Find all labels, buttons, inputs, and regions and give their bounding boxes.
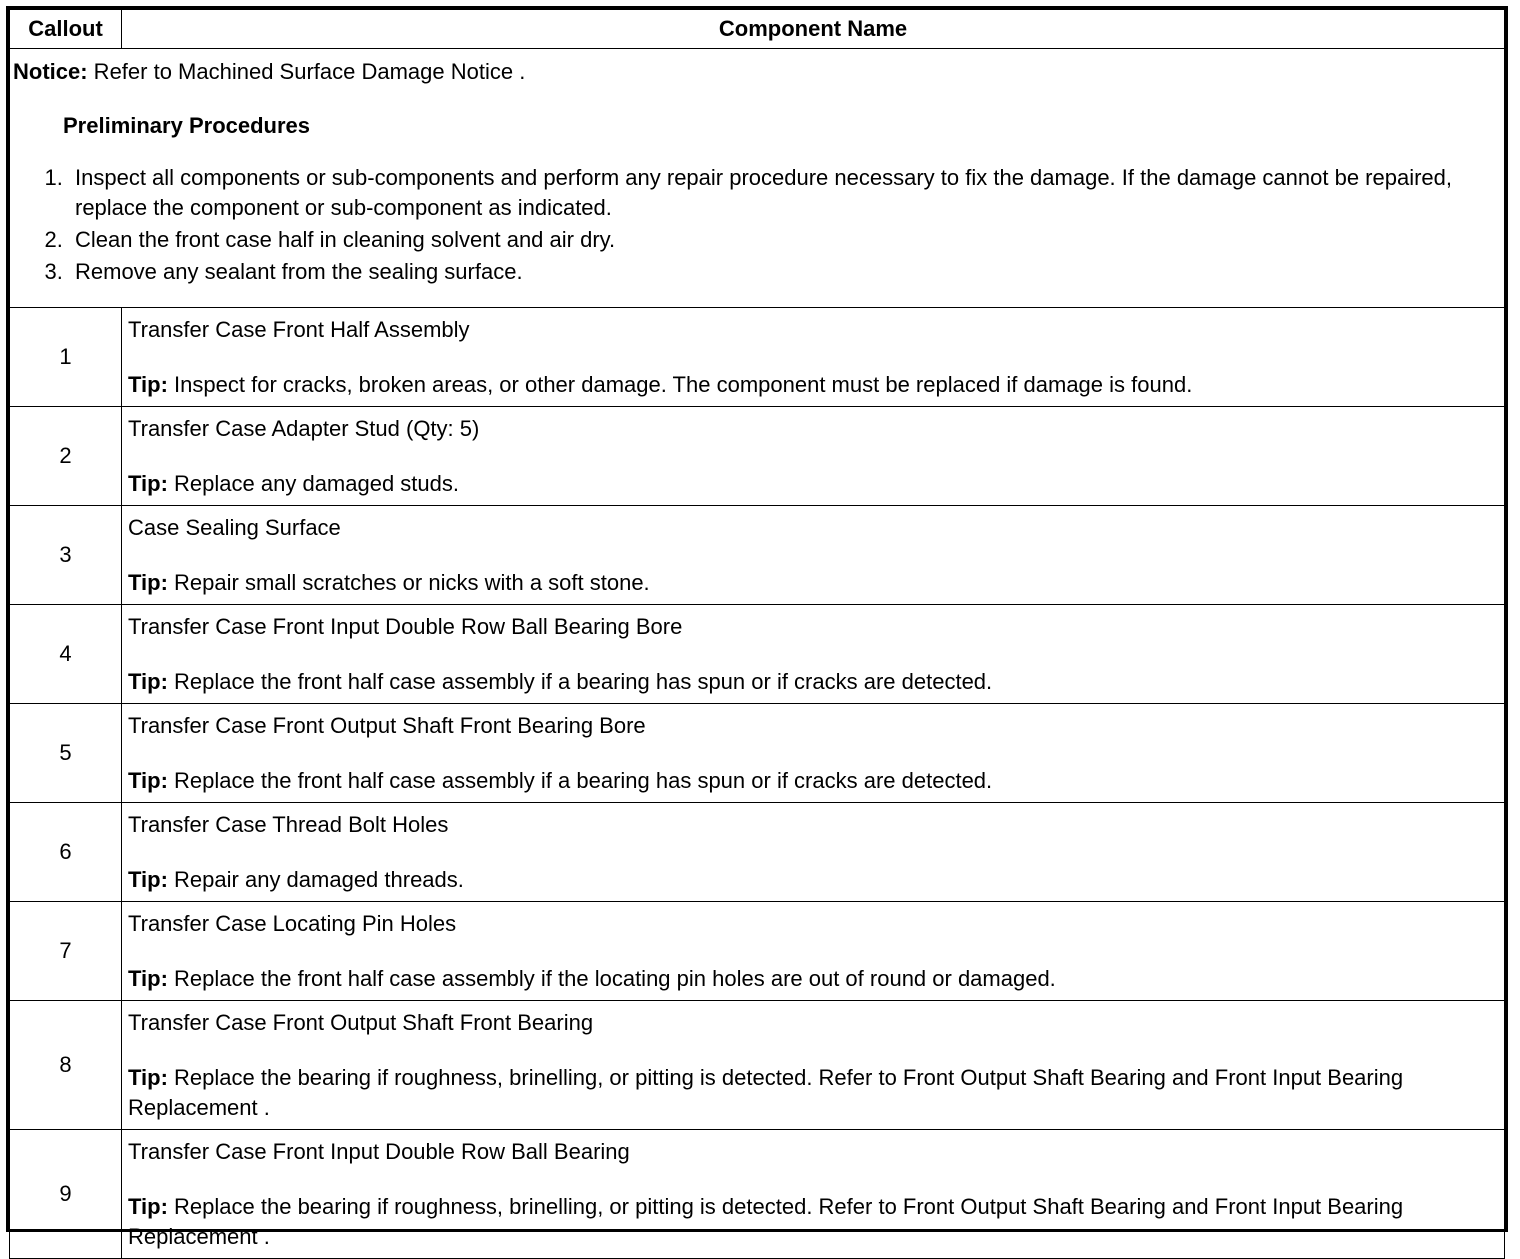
callout-number: 5: [10, 704, 122, 803]
tip-label: Tip:: [128, 471, 168, 496]
component-tip: [128, 766, 1498, 796]
preliminary-step: 2. Clean the front case half in cleaning solvent and air dry.: [69, 225, 1501, 255]
preliminary-steps-list: [13, 163, 1501, 287]
tip-label: Tip:: [128, 372, 168, 397]
callout-number: 9: [10, 1130, 122, 1259]
callout-number: 2: [10, 407, 122, 506]
component-name: Transfer Case Thread Bolt Holes: [128, 812, 449, 837]
header-component-name: Component Name: [122, 10, 1505, 49]
tip-label: Tip:: [128, 570, 168, 595]
tip-text: Repair small scratches or nicks with a soft stone.: [174, 570, 650, 595]
tip-label: Tip:: [128, 1065, 168, 1090]
tip-text: Replace the bearing if roughness, brinelling, or pitting is detected. Refer to Front Output Shaft Bearing and Front Input Bearing Replacement .: [128, 1194, 1404, 1249]
tip-text: Repair any damaged threads.: [174, 867, 464, 892]
table-row: [10, 1001, 1505, 1130]
component-cell: [122, 506, 1505, 605]
table-header-row: [10, 10, 1505, 49]
component-cell: [122, 704, 1505, 803]
component-tip: [128, 568, 1498, 598]
component-tip: [128, 370, 1498, 400]
component-name: Transfer Case Adapter Stud (Qty: 5): [128, 416, 480, 441]
component-name: Transfer Case Locating Pin Holes: [128, 911, 457, 936]
tip-text: Inspect for cracks, broken areas, or other damage. The component must be replaced if damage is found.: [174, 372, 1193, 397]
table-row: [10, 605, 1505, 704]
notice-row: [10, 49, 1505, 308]
component-table-document: [6, 6, 1508, 1249]
callout-number: 1: [10, 308, 122, 407]
component-cell: [122, 902, 1505, 1001]
component-name: Transfer Case Front Half Assembly: [128, 317, 470, 342]
component-cell: [122, 407, 1505, 506]
tip-text: Replace the front half case assembly if a bearing has spun or if cracks are detected.: [174, 669, 993, 694]
table-row: [10, 704, 1505, 803]
tip-label: Tip:: [128, 1194, 168, 1219]
tip-label: Tip:: [128, 768, 168, 793]
table-row: [10, 506, 1505, 605]
component-cell: [122, 605, 1505, 704]
callout-number: 4: [10, 605, 122, 704]
tip-text: Replace the front half case assembly if a bearing has spun or if cracks are detected.: [174, 768, 993, 793]
table-row: [10, 803, 1505, 902]
component-tip: [128, 1063, 1498, 1123]
callout-number: 6: [10, 803, 122, 902]
component-tip: [128, 964, 1498, 994]
tip-label: Tip:: [128, 867, 168, 892]
tip-label: Tip:: [128, 966, 168, 991]
component-tip: [128, 1192, 1498, 1252]
tip-label: Tip:: [128, 669, 168, 694]
preliminary-step: 1. Inspect all components or sub-components and perform any repair procedure necessary to fix the damage. If the damage cannot be repaired, replace the component or sub-component as indicated.: [69, 163, 1501, 223]
header-callout: Callout: [10, 10, 122, 49]
table-row: [10, 902, 1505, 1001]
callout-number: 8: [10, 1001, 122, 1130]
component-name: Transfer Case Front Output Shaft Front Bearing: [128, 1010, 594, 1035]
notice-line: [13, 57, 1501, 87]
table-row: [10, 1130, 1505, 1259]
component-cell: [122, 803, 1505, 902]
tip-text: Replace the front half case assembly if the locating pin holes are out of round or damaged.: [174, 966, 1056, 991]
callout-number: 7: [10, 902, 122, 1001]
component-tip: [128, 667, 1498, 697]
tip-text: Replace any damaged studs.: [174, 471, 460, 496]
preliminary-procedures-title: Preliminary Procedures: [63, 113, 311, 138]
component-cell: [122, 1001, 1505, 1130]
callout-number: 3: [10, 506, 122, 605]
table-row: [10, 308, 1505, 407]
tip-text: Replace the bearing if roughness, brinelling, or pitting is detected. Refer to Front Output Shaft Bearing and Front Input Bearing Replacement .: [128, 1065, 1404, 1120]
notice-text: Refer to Machined Surface Damage Notice .: [87, 59, 526, 84]
component-name: Transfer Case Front Output Shaft Front Bearing Bore: [128, 713, 646, 738]
component-tip: [128, 865, 1498, 895]
component-cell: [122, 308, 1505, 407]
component-name: Transfer Case Front Input Double Row Ball Bearing Bore: [128, 614, 683, 639]
table-row: [10, 407, 1505, 506]
preliminary-step: 3. Remove any sealant from the sealing surface.: [69, 257, 1501, 287]
component-table: [9, 9, 1505, 1259]
notice-cell: [10, 49, 1505, 308]
component-name: Transfer Case Front Input Double Row Ball Bearing: [128, 1139, 630, 1164]
component-cell: [122, 1130, 1505, 1259]
component-tip: [128, 469, 1498, 499]
notice-label: Notice:: [13, 59, 88, 84]
component-name: Case Sealing Surface: [128, 515, 341, 540]
